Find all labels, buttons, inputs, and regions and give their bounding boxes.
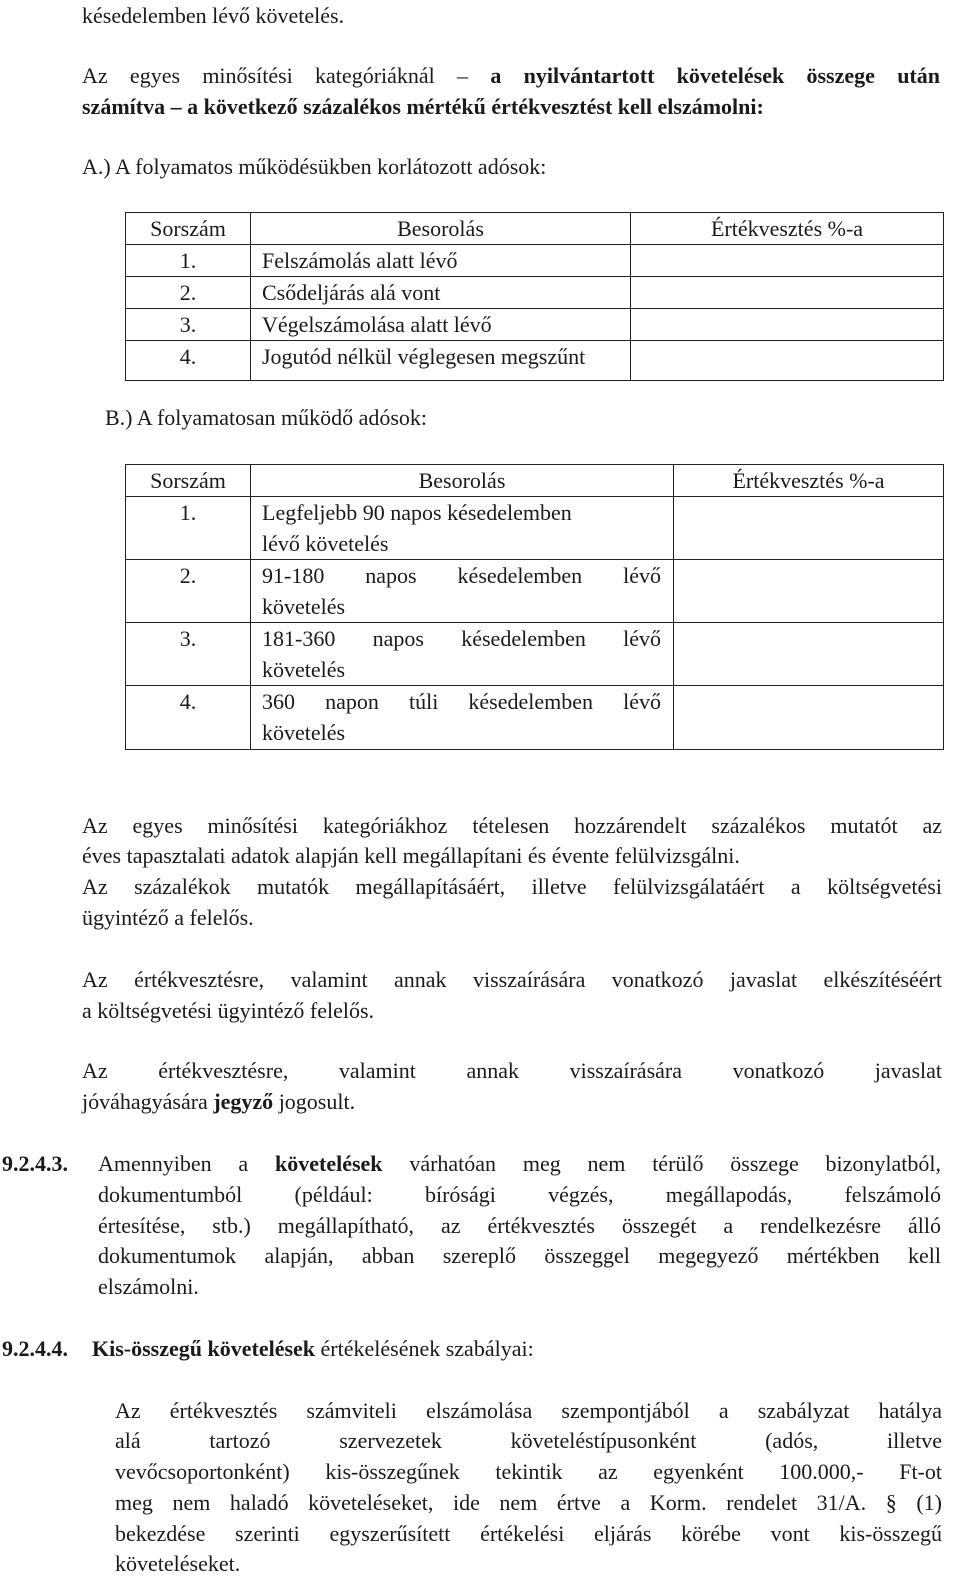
table-row (126, 686, 944, 750)
table-row (126, 623, 944, 686)
table-a-header-class: Besorolás (251, 213, 631, 245)
row-label (251, 686, 674, 750)
section-9244-title (92, 1333, 534, 1364)
row-label: Végelszámolása alatt lévő (251, 309, 631, 341)
para2-line-1: Az értékvesztésre, valamint annak visszaírására vonatkozó javaslat elkészítéséért (82, 967, 942, 992)
row-label-line: 181-360 napos késedelemben lévő (262, 626, 661, 651)
sec9243-bold: követelések (275, 1151, 383, 1176)
section-9243-line-5: elszámolni. (98, 1274, 199, 1299)
section-9244-line-2: alá tartozó szervezetek követeléstípusonként (adós, illetve (115, 1428, 942, 1453)
para3-suffix: jogosult. (273, 1089, 356, 1114)
para3-line-2 (82, 1086, 942, 1117)
sec9244-title-bold: Kis-összegű követelések (92, 1336, 316, 1361)
para3-prefix: jóváhagyására (82, 1089, 214, 1114)
section-b-heading: B.) A folyamatosan működő adósok: (105, 405, 428, 430)
section-9244-line-5: bekezdése szerinti egyszerűsített értékelési eljárás körébe vont kis-összegű (115, 1521, 942, 1546)
row-pct (631, 277, 944, 309)
section-9243-line-1 (98, 1148, 941, 1179)
para1-line-4: ügyintéző a felelős. (82, 905, 254, 930)
table-a-header-pct: Értékvesztés %-a (631, 213, 944, 245)
section-a-heading: A.) A folyamatos működésükben korlátozott adósok: (82, 154, 547, 179)
row-pct (674, 623, 944, 686)
row-number: 4. (126, 341, 251, 381)
row-pct (674, 560, 944, 623)
row-label-line: követelés (262, 720, 346, 745)
row-label: Jogutód nélkül véglegesen megszűnt (251, 341, 631, 381)
row-label-line: követelés (262, 594, 346, 619)
table-b-header-num: Sorszám (126, 465, 251, 497)
section-9244-number: 9.2.4.4. (2, 1336, 68, 1361)
row-label-line: lévő követelés (262, 531, 389, 556)
table-b-header-pct: Értékvesztés %-a (674, 465, 944, 497)
row-number: 1. (126, 245, 251, 277)
row-number: 1. (126, 497, 251, 560)
intro-line-1 (82, 60, 940, 91)
para3-line-1: Az értékvesztésre, valamint annak visszaírására vonatkozó javaslat (82, 1058, 942, 1083)
table-row (126, 277, 944, 309)
sec9243-suffix: várhatóan meg nem térülő összege bizonylatból, (382, 1151, 941, 1176)
table-row (126, 560, 944, 623)
intro-bold-1: a nyilvántartott követelések összege után (490, 63, 940, 88)
section-9243-line-4: dokumentumok alapján, abban szereplő összeggel megegyező mértékben kell (98, 1243, 941, 1268)
para1-line-1: Az egyes minősítési kategóriákhoz tételesen hozzárendelt százalékos mutatót az (82, 813, 942, 838)
row-pct (631, 245, 944, 277)
top-line: késedelemben lévő követelés. (82, 3, 345, 28)
section-9243-line-2: dokumentumból (például: bírósági végzés, megállapodás, felszámoló (98, 1182, 941, 1207)
row-number: 2. (126, 560, 251, 623)
para1-line-2: éves tapasztalati adatok alapján kell megállapítani és évente felülvizsgálni. (82, 843, 740, 868)
row-pct (631, 341, 944, 381)
row-label-line: Legfeljebb 90 napos késedelemben (262, 500, 572, 525)
sec9244-title-suffix: értékelésének szabályai: (315, 1336, 534, 1361)
table-a-header-row (126, 213, 944, 245)
section-9244-line-3: vevőcsoportonként) kis-összegűnek tekintik az egyenként 100.000,- Ft-ot (115, 1459, 942, 1484)
section-9244-line-1: Az értékvesztés számviteli elszámolása szempontjából a szabályzat hatálya (115, 1398, 942, 1423)
section-9243-line-3: értesítése, stb.) megállapítható, az értékvesztés összegét a rendelkezésre álló (98, 1213, 941, 1238)
row-number: 3. (126, 309, 251, 341)
section-9244-line-6: követeléseket. (115, 1551, 241, 1576)
row-pct (631, 309, 944, 341)
table-row (126, 309, 944, 341)
intro-line-2: számítva – a következő százalékos mértékű értékvesztést kell elszámolni: (82, 94, 764, 119)
table-a (125, 212, 944, 381)
table-row (126, 341, 944, 381)
row-pct (674, 686, 944, 750)
row-label: Felszámolás alatt lévő (251, 245, 631, 277)
row-number: 2. (126, 277, 251, 309)
table-a-header-num: Sorszám (126, 213, 251, 245)
row-label-line: 91-180 napos késedelemben lévő (262, 563, 661, 588)
row-label (251, 560, 674, 623)
table-b (125, 464, 944, 750)
section-9244-line-4: meg nem haladó követeléseket, ide nem értve a Korm. rendelet 31/A. § (1) (115, 1490, 942, 1515)
table-row (126, 497, 944, 560)
row-label (251, 497, 674, 560)
section-9243-number: 9.2.4.3. (2, 1151, 68, 1176)
intro-prefix: Az egyes minősítési kategóriáknál – (82, 63, 491, 88)
row-label: Csődeljárás alá vont (251, 277, 631, 309)
para2-line-2: a költségvetési ügyintéző felelős. (82, 998, 375, 1023)
table-b-header-row (126, 465, 944, 497)
row-pct (674, 497, 944, 560)
sec9243-prefix: Amennyiben a (98, 1151, 275, 1176)
row-number: 4. (126, 686, 251, 750)
row-label (251, 623, 674, 686)
para3-bold: jegyző (213, 1089, 274, 1114)
row-label-line: 360 napon túli késedelemben lévő (262, 689, 661, 714)
row-number: 3. (126, 623, 251, 686)
para1-line-3: Az százalékok mutatók megállapításáért, illetve felülvizsgálatáért a költségvetési (82, 874, 942, 899)
table-row (126, 245, 944, 277)
row-label-line: követelés (262, 657, 346, 682)
table-b-header-class: Besorolás (251, 465, 674, 497)
